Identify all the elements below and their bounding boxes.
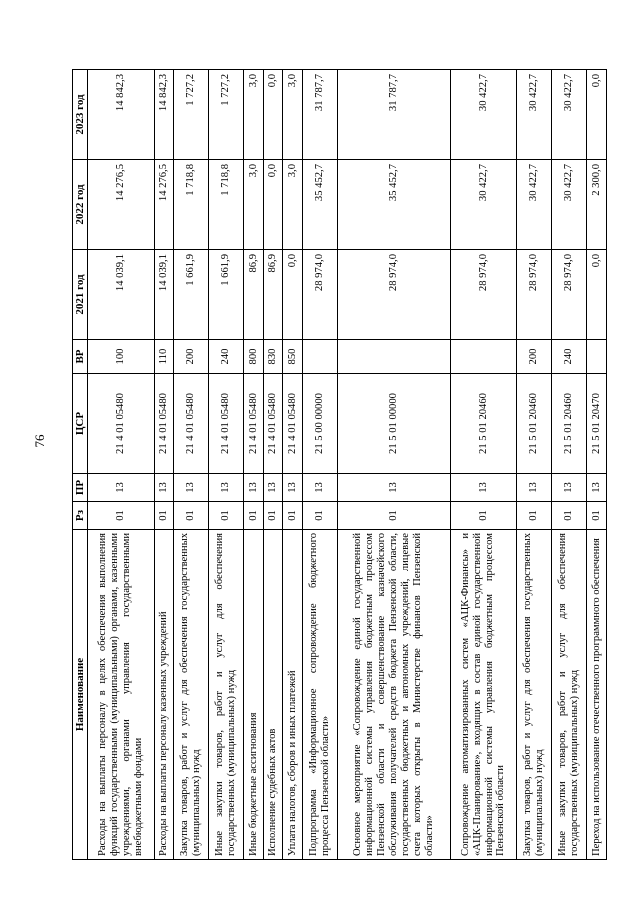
cell-pr: 13 bbox=[209, 474, 244, 502]
cell-pr: 13 bbox=[587, 474, 607, 502]
cell-2022: 3,0 bbox=[283, 160, 303, 250]
cell-2021: 0,0 bbox=[587, 250, 607, 340]
cell-name: Переход на использование отечественного программного обеспечения bbox=[587, 530, 607, 860]
header-csr: ЦСР bbox=[73, 374, 88, 474]
cell-2023: 0,0 bbox=[263, 70, 283, 160]
cell-pr: 13 bbox=[88, 474, 154, 502]
cell-2023: 14 842,3 bbox=[154, 70, 174, 160]
cell-2023: 3,0 bbox=[244, 70, 264, 160]
cell-name: Расходы на выплаты персоналу в целях обеспечения выполнения функций государственными (муниципальными) органами, казенными учреждениями, органами управления государственными внебюджетными фондами bbox=[88, 530, 154, 860]
cell-vr: 200 bbox=[517, 340, 552, 374]
table-row bbox=[154, 70, 174, 860]
cell-2021: 28 974,0 bbox=[337, 250, 450, 340]
cell-name: Закупка товаров, работ и услуг для обеспечения государственных (муниципальных) нужд bbox=[517, 530, 552, 860]
cell-vr bbox=[302, 340, 337, 374]
cell-2023: 30 422,7 bbox=[517, 70, 552, 160]
cell-rz: 01 bbox=[283, 502, 303, 530]
cell-vr: 800 bbox=[244, 340, 264, 374]
cell-2021: 86,9 bbox=[244, 250, 264, 340]
cell-2022: 30 422,7 bbox=[517, 160, 552, 250]
table-row bbox=[283, 70, 303, 860]
header-2022: 2022 год bbox=[73, 160, 88, 250]
cell-2022: 35 452,7 bbox=[302, 160, 337, 250]
rotated-page bbox=[72, 70, 607, 860]
header-vr: ВР bbox=[73, 340, 88, 374]
cell-vr: 830 bbox=[263, 340, 283, 374]
cell-csr: 21 5 01 20460 bbox=[450, 374, 516, 474]
cell-pr: 13 bbox=[302, 474, 337, 502]
cell-2023: 14 842,3 bbox=[88, 70, 154, 160]
cell-2023: 31 787,7 bbox=[337, 70, 450, 160]
cell-2023: 0,0 bbox=[587, 70, 607, 160]
cell-2021: 14 039,1 bbox=[88, 250, 154, 340]
header-pr: ПР bbox=[73, 474, 88, 502]
cell-csr: 21 5 01 20470 bbox=[587, 374, 607, 474]
cell-vr: 240 bbox=[209, 340, 244, 374]
table-row bbox=[209, 70, 244, 860]
cell-2021: 86,9 bbox=[263, 250, 283, 340]
cell-rz: 01 bbox=[587, 502, 607, 530]
cell-pr: 13 bbox=[174, 474, 209, 502]
cell-rz: 01 bbox=[517, 502, 552, 530]
cell-pr: 13 bbox=[450, 474, 516, 502]
cell-2023: 3,0 bbox=[283, 70, 303, 160]
cell-2022: 30 422,7 bbox=[552, 160, 587, 250]
table-row bbox=[302, 70, 337, 860]
cell-rz: 01 bbox=[244, 502, 264, 530]
cell-name: Подпрограмма «Информационное сопровождение бюджетного процесса Пензенской области» bbox=[302, 530, 337, 860]
cell-2023: 1 727,2 bbox=[209, 70, 244, 160]
cell-2021: 1 661,9 bbox=[209, 250, 244, 340]
cell-2023: 1 727,2 bbox=[174, 70, 209, 160]
cell-2022: 14 276,5 bbox=[154, 160, 174, 250]
page-number: 76 bbox=[32, 434, 47, 448]
cell-vr: 850 bbox=[283, 340, 303, 374]
cell-2022: 35 452,7 bbox=[337, 160, 450, 250]
cell-pr: 13 bbox=[517, 474, 552, 502]
cell-2022: 30 422,7 bbox=[450, 160, 516, 250]
cell-2022: 0,0 bbox=[263, 160, 283, 250]
cell-name: Сопровождение автоматизированных систем «АЦК-Финансы» и «АЦК-Планирование», входящих в состав единой государственной информационной системы управления бюджетным процессом Пензенской области bbox=[450, 530, 516, 860]
cell-name: Расходы на выплаты персоналу казенных учреждений bbox=[154, 530, 174, 860]
table-row bbox=[552, 70, 587, 860]
cell-name: Уплата налогов, сборов и иных платежей bbox=[283, 530, 303, 860]
cell-csr: 21 4 01 05480 bbox=[154, 374, 174, 474]
cell-rz: 01 bbox=[174, 502, 209, 530]
header-rz: Рз bbox=[73, 502, 88, 530]
header-2023: 2023 год bbox=[73, 70, 88, 160]
cell-2021: 28 974,0 bbox=[552, 250, 587, 340]
cell-name: Иные закупки товаров, работ и услуг для обеспечения государственных (муниципальных) нужд bbox=[209, 530, 244, 860]
cell-csr: 21 5 01 20460 bbox=[517, 374, 552, 474]
cell-vr bbox=[587, 340, 607, 374]
cell-2021: 14 039,1 bbox=[154, 250, 174, 340]
cell-2021: 1 661,9 bbox=[174, 250, 209, 340]
cell-vr: 200 bbox=[174, 340, 209, 374]
cell-2021: 0,0 bbox=[283, 250, 303, 340]
cell-2021: 28 974,0 bbox=[517, 250, 552, 340]
cell-csr: 21 5 01 00000 bbox=[337, 374, 450, 474]
budget-table bbox=[72, 69, 607, 860]
cell-2022: 3,0 bbox=[244, 160, 264, 250]
cell-rz: 01 bbox=[209, 502, 244, 530]
table-row bbox=[517, 70, 552, 860]
cell-name: Иные бюджетные ассигнования bbox=[244, 530, 264, 860]
cell-vr: 100 bbox=[88, 340, 154, 374]
cell-rz: 01 bbox=[552, 502, 587, 530]
cell-csr: 21 4 01 05480 bbox=[244, 374, 264, 474]
cell-pr: 13 bbox=[263, 474, 283, 502]
cell-csr: 21 4 01 05480 bbox=[263, 374, 283, 474]
cell-2023: 30 422,7 bbox=[450, 70, 516, 160]
cell-csr: 21 4 01 05480 bbox=[174, 374, 209, 474]
table-row bbox=[88, 70, 154, 860]
table-row bbox=[587, 70, 607, 860]
table-row bbox=[244, 70, 264, 860]
cell-rz: 01 bbox=[450, 502, 516, 530]
cell-name: Закупка товаров, работ и услуг для обеспечения государственных (муниципальных) нужд bbox=[174, 530, 209, 860]
cell-csr: 21 5 01 20460 bbox=[552, 374, 587, 474]
cell-vr: 110 bbox=[154, 340, 174, 374]
cell-vr: 240 bbox=[552, 340, 587, 374]
table-header-row bbox=[73, 70, 88, 860]
cell-name: Иные закупки товаров, работ и услуг для обеспечения государственных (муниципальных) нужд bbox=[552, 530, 587, 860]
cell-2022: 1 718,8 bbox=[209, 160, 244, 250]
cell-2022: 2 300,0 bbox=[587, 160, 607, 250]
cell-pr: 13 bbox=[154, 474, 174, 502]
cell-vr bbox=[337, 340, 450, 374]
cell-2023: 30 422,7 bbox=[552, 70, 587, 160]
cell-pr: 13 bbox=[283, 474, 303, 502]
cell-name: Исполнение судебных актов bbox=[263, 530, 283, 860]
table-row bbox=[337, 70, 450, 860]
cell-2023: 31 787,7 bbox=[302, 70, 337, 160]
cell-2021: 28 974,0 bbox=[302, 250, 337, 340]
cell-2022: 14 276,5 bbox=[88, 160, 154, 250]
cell-rz: 01 bbox=[88, 502, 154, 530]
cell-2021: 28 974,0 bbox=[450, 250, 516, 340]
table-row bbox=[174, 70, 209, 860]
table-row bbox=[450, 70, 516, 860]
cell-csr: 21 4 01 05480 bbox=[209, 374, 244, 474]
cell-2022: 1 718,8 bbox=[174, 160, 209, 250]
cell-pr: 13 bbox=[244, 474, 264, 502]
cell-pr: 13 bbox=[337, 474, 450, 502]
table-row bbox=[263, 70, 283, 860]
header-2021: 2021 год bbox=[73, 250, 88, 340]
cell-rz: 01 bbox=[337, 502, 450, 530]
cell-csr: 21 4 01 05480 bbox=[88, 374, 154, 474]
header-name: Наименование bbox=[73, 530, 88, 860]
cell-csr: 21 4 01 05480 bbox=[283, 374, 303, 474]
cell-rz: 01 bbox=[263, 502, 283, 530]
cell-rz: 01 bbox=[154, 502, 174, 530]
cell-pr: 13 bbox=[552, 474, 587, 502]
cell-vr bbox=[450, 340, 516, 374]
cell-csr: 21 5 00 00000 bbox=[302, 374, 337, 474]
cell-name: Основное мероприятие «Сопровождение единой государственной информационной системы управления бюджетным процессом Пензенской области и совершенствование казначейского обслуживания получателей средств бюджета Пензенской области, государственных бюджетных и автономных учреждений, лицевые счета которых открыты в Министерстве финансов Пензенской области» bbox=[337, 530, 450, 860]
cell-rz: 01 bbox=[302, 502, 337, 530]
